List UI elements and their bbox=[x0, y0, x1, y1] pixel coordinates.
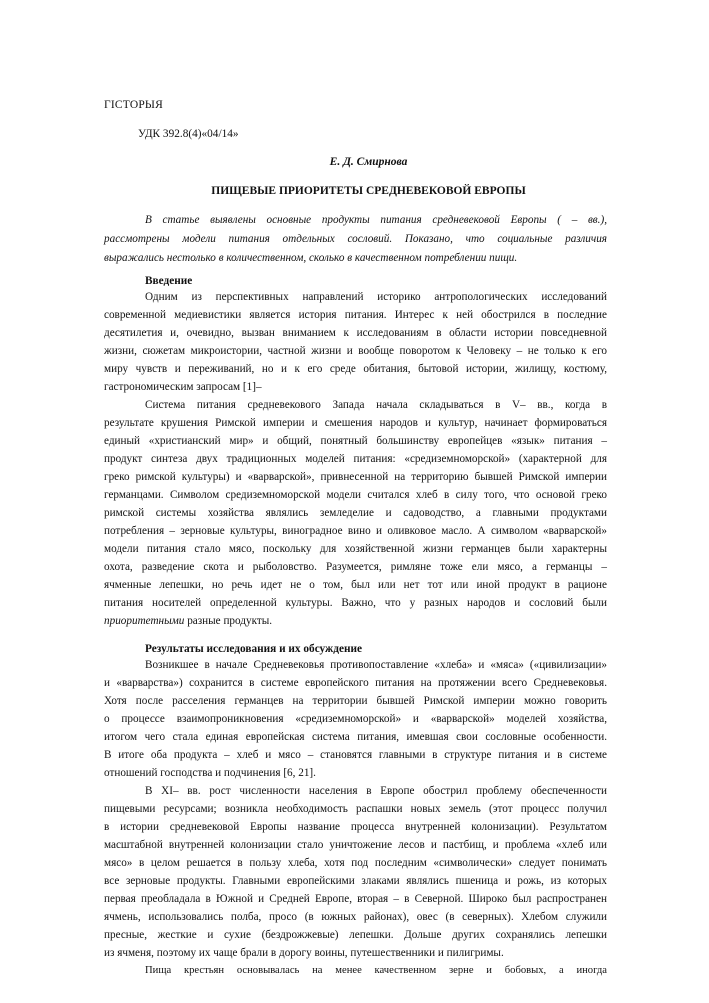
paragraph-line: десятилетия и, очевидно, вызван вниманием к исследованиям в области истории повседневной bbox=[104, 327, 607, 339]
paragraph-line: Возникшее в начале Средневековья противопоставление «хлеба» и «мяса» («цивилизации» bbox=[145, 659, 607, 671]
paragraph-line: первая преобладала в Южной и Средней Европе, вторая – в Северной. Широко был распространен bbox=[104, 893, 607, 905]
paragraph-line: о процессе взаимопроникновения «средиземноморской» и «варварской» моделей хозяйства, bbox=[104, 713, 607, 725]
section-label: ГІСТОРЫЯ bbox=[104, 99, 164, 111]
paragraph-line: германцами. Символом средиземноморской модели считался хлеб в силу того, что основой греко bbox=[104, 489, 607, 501]
paragraph-line: ячмень, использовались полба, просо (в южных районах), овес (в северных). Хлебом служили bbox=[104, 911, 607, 923]
udk-code: УДК 392.8(4)«04/14» bbox=[138, 128, 239, 140]
paragraph-line: ячменные лепешки, но речь идет не о том, был или нет тот или иной продукт в рационе bbox=[104, 579, 607, 591]
paragraph-line: питания носителей определенной культуры. Важно, что у разных народов и сословий были bbox=[104, 597, 607, 609]
paragraph-line: Хотя после расселения германцев на территории бывшей Римской империи можно говорить bbox=[104, 695, 607, 707]
abstract-line: рассмотрены модели питания отдельных сословий. Показано, что социальные различия bbox=[104, 233, 607, 245]
paragraph-line: греко римской культуры) и «варварской», привнесенной на территорию бывшей Римской империи bbox=[104, 471, 607, 483]
paragraph-line: миру чувств и переживаний, но и к его среде обитания, бытовой истории, жилищу, костюму, bbox=[104, 363, 607, 375]
paragraph-line: отношений господства и подчинения [6, 21]. bbox=[104, 767, 316, 779]
paragraph-line: модели питания стало мясо, поскольку для хозяйственной жизни германцев были характерны bbox=[104, 543, 607, 555]
paragraph-line: В XI– вв. рост численности населения в Европе обострил проблему обеспеченности bbox=[145, 785, 607, 797]
paragraph-line: гастрономическим запросам [1]– bbox=[104, 381, 262, 393]
paragraph-text: разные продукты. bbox=[184, 615, 273, 627]
paragraph-line: потребления – зерновые культуры, виноградное вино и оливковое масло. А символом «варварской» bbox=[104, 525, 607, 537]
paragraph-line: и «варварства») сохранится в системе европейского питания на протяжении всего Средневековья. bbox=[104, 677, 607, 689]
paragraph-line: единый «христианский мир» и общий, понятный большинству европейцев «язык» питания – bbox=[104, 435, 607, 447]
paragraph-line: результате крушения Римской империи и смешения народов и культур, начинает формироваться bbox=[104, 417, 607, 429]
paragraph-line: итогом чего стала единая европейская система питания, имевшая свои сословные особенности. bbox=[104, 731, 607, 743]
emphasized-word: приоритетными bbox=[104, 615, 185, 627]
paragraph-line: пищевыми ресурсами; возникла необходимость распашки новых земель (этот процесс получил bbox=[104, 803, 607, 815]
paragraph-line: современной медиевистики является история питания. Интерес к ней обострился в последние bbox=[104, 309, 607, 321]
paragraph-line: продукт синтеза двух традиционных моделей питания: «средиземноморской» (характерной для bbox=[104, 453, 607, 465]
results-heading: Результаты исследования и их обсуждение bbox=[145, 643, 363, 655]
paragraph-line: из ячменя, поэтому их чаще брали в дорогу воины, путешественники и пилигримы. bbox=[104, 947, 504, 959]
paragraph-line: римской системы хозяйства являлись земледелие и садоводство, а главными продуктами bbox=[104, 507, 607, 519]
abstract-line: В статье выявлены основные продукты питания средневековой Европы ( – вв.), bbox=[145, 214, 607, 226]
paragraph-line: пресные, жесткие и сухие (бездрожжевые) лепешки. Дольше других сохранялись лепешки bbox=[104, 929, 607, 941]
intro-heading: Введение bbox=[145, 275, 193, 287]
paragraph-line: охота, разведение скота и рыболовство. Разумеется, римляне тоже ели мясо, а германцы – bbox=[104, 561, 607, 573]
paragraph-line: Пища крестьян основывалась на менее качественном зерне и бобовых, а иногда bbox=[145, 965, 607, 976]
paragraph-line: Одним из перспективных направлений историко антропологических исследований bbox=[145, 291, 607, 303]
paragraph-line: мясо» в целом решается в пользу хлеба, хотя под последним «символически» следует понимать bbox=[104, 857, 607, 869]
paragraph-line: Система питания средневекового Запада начала складываться в V– вв., когда в bbox=[145, 399, 607, 411]
paragraph-line: все зерновые продукты. Главными европейскими злаками являлись пшеница и рожь, из которых bbox=[104, 875, 607, 887]
paragraph-line: жизни, сюжетам микроистории, частной жизни и вообще поворотом к Человеку – не только к его bbox=[104, 345, 607, 357]
paragraph-line: масштабной внутренней колонизации стало уничтожение лесов и пастбищ, и проблема «хлеб или bbox=[104, 839, 607, 851]
paragraph-line: в истории средневековой Европы название процесса внутренней колонизации). Результатом bbox=[104, 821, 607, 833]
author-name: Е. Д. Смирнова bbox=[329, 156, 408, 168]
paragraph-line: В итоге оба продукта – хлеб и мясо – становятся главными в структуре питания и в системе bbox=[104, 749, 607, 761]
paragraph-line bbox=[104, 616, 607, 627]
abstract-line: выражались нестолько в количественном, сколько в качественном потреблении пищи. bbox=[104, 252, 518, 264]
article-title: ПИЩЕВЫЕ ПРИОРИТЕТЫ СРЕДНЕВЕКОВОЙ ЕВРОПЫ bbox=[211, 185, 526, 197]
